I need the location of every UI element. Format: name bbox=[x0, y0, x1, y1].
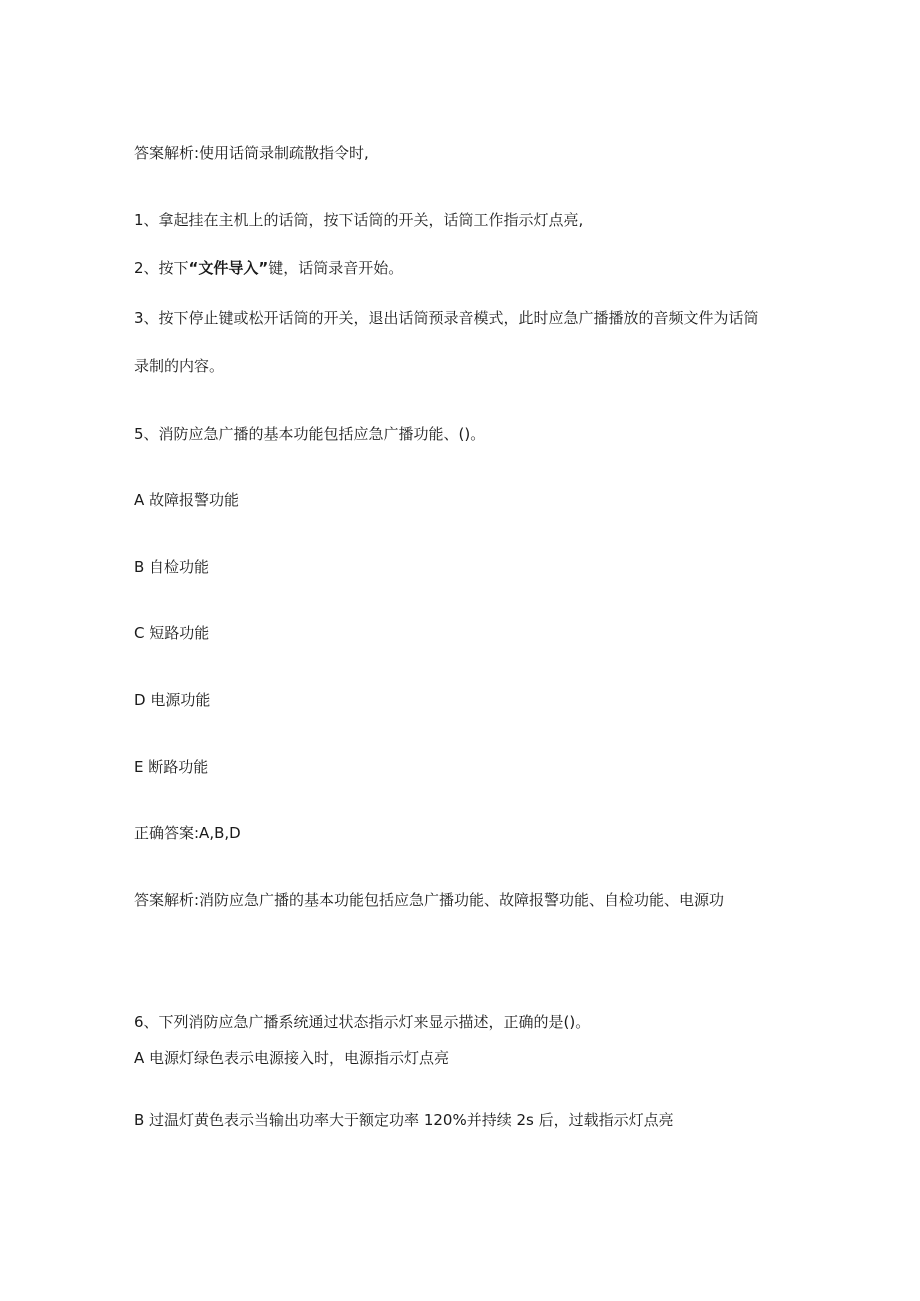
step-3-line2: 录制的内容。 bbox=[134, 357, 225, 375]
question-5-option-e: E 断路功能 bbox=[134, 758, 209, 776]
step-2-suffix: 键，话筒录音开始。 bbox=[268, 259, 404, 277]
question-5-stem: 5、消防应急广播的基本功能包括应急广播功能、()。 bbox=[134, 425, 486, 443]
step-3-line1: 3、按下停止键或松开话筒的开关，退出话筒预录音模式，此时应急广播播放的音频文件为话筒 bbox=[134, 309, 759, 327]
question-5-answer: 正确答案:A,B,D bbox=[134, 824, 241, 842]
question-5-option-c: C 短路功能 bbox=[134, 624, 210, 642]
prev-explanation: 答案解析:使用话筒录制疏散指令时, bbox=[134, 144, 369, 162]
step-2-key: “文件导入” bbox=[188, 259, 269, 277]
question-5-option-b: B 自检功能 bbox=[134, 558, 210, 576]
question-5-option-d: D 电源功能 bbox=[134, 691, 211, 709]
question-5-explanation: 答案解析:消防应急广播的基本功能包括应急广播功能、故障报警功能、自检功能、电源功 bbox=[134, 891, 725, 909]
step-2 bbox=[134, 258, 403, 278]
question-5-option-a: A 故障报警功能 bbox=[134, 491, 240, 509]
question-6-option-b: B 过温灯黄色表示当输出功率大于额定功率 120%并持续 2s 后，过载指示灯点亮 bbox=[134, 1111, 674, 1129]
step-1: 1、拿起挂在主机上的话筒，按下话筒的开关，话筒工作指示灯点亮, bbox=[134, 211, 584, 229]
question-6-option-a: A 电源灯绿色表示电源接入时，电源指示灯点亮 bbox=[134, 1049, 450, 1067]
question-6-stem: 6、下列消防应急广播系统通过状态指示灯来显示描述，正确的是()。 bbox=[134, 1013, 591, 1031]
step-2-prefix: 2、按下 bbox=[134, 259, 189, 277]
